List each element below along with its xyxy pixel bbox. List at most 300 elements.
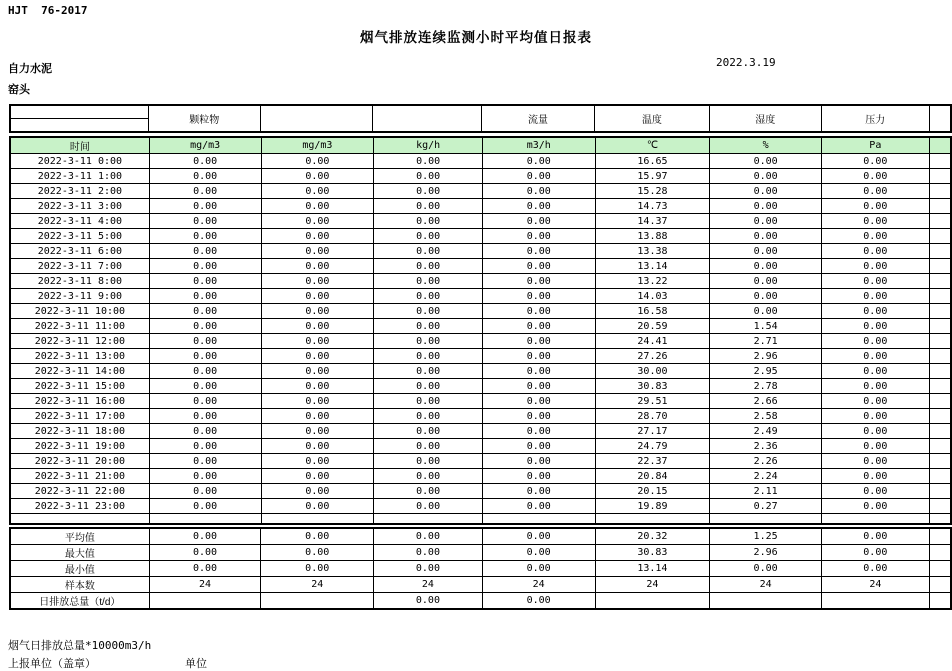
clipped-cell [929,154,951,169]
value-cell: 24.79 [595,439,710,454]
table-row [10,394,951,409]
value-cell: 2.96 [710,349,822,364]
table-row [10,439,951,454]
group-header-cell [373,105,482,132]
clipped-cell [929,169,951,184]
header-blank-cell [10,119,148,133]
empty-cell [710,514,822,525]
value-cell: 2.78 [710,379,822,394]
time-cell: 2022-3-11 2:00 [10,184,149,199]
clipped-cell [929,274,951,289]
clipped-cell [929,394,951,409]
value-cell: 0.00 [482,454,595,469]
time-cell: 2022-3-11 5:00 [10,229,149,244]
clipped-cell [929,454,951,469]
empty-row [10,514,951,525]
summary-value-cell: 24 [821,577,929,593]
value-cell: 0.00 [482,349,595,364]
table-row [10,469,951,484]
value-cell: 0.00 [261,379,374,394]
value-cell: 0.00 [821,154,929,169]
value-cell: 0.00 [821,394,929,409]
empty-cell [261,514,374,525]
value-cell: 0.00 [821,484,929,499]
group-header-cell [260,105,373,132]
summary-row [10,545,951,561]
summary-value-cell: 0.00 [261,545,374,561]
value-cell: 0.00 [261,154,374,169]
summary-value-cell: 0.00 [821,528,929,545]
value-cell: 0.00 [149,274,261,289]
value-cell: 0.00 [710,259,822,274]
table-row [10,454,951,469]
table-row [10,499,951,514]
table-row [10,289,951,304]
value-cell: 24.41 [595,334,710,349]
value-cell: 0.00 [149,229,261,244]
empty-cell [10,514,149,525]
summary-value-cell: 0.00 [821,561,929,577]
clipped-cell [929,319,951,334]
unit-cell: mg/m3 [261,137,374,154]
value-cell: 0.00 [149,379,261,394]
report-title: 烟气排放连续监测小时平均值日报表 [360,30,592,46]
value-cell: 0.00 [482,154,595,169]
value-cell: 0.00 [482,319,595,334]
clipped-header-cell [929,105,951,132]
time-cell: 2022-3-11 13:00 [10,349,149,364]
value-cell: 15.28 [595,184,710,199]
value-cell: 0.00 [261,244,374,259]
time-cell: 2022-3-11 19:00 [10,439,149,454]
value-cell: 27.17 [595,424,710,439]
value-cell: 0.00 [149,409,261,424]
value-cell: 2.58 [710,409,822,424]
value-cell: 0.00 [149,334,261,349]
clipped-cell [929,439,951,454]
summary-row [10,577,951,593]
summary-row [10,561,951,577]
value-cell: 0.00 [261,334,374,349]
value-cell: 0.00 [374,364,483,379]
table-row [10,199,951,214]
value-cell: 0.00 [374,259,483,274]
main-table [9,136,952,525]
table-row [10,364,951,379]
group-header-cell: 压力 [821,105,929,132]
value-cell: 0.00 [374,469,483,484]
time-cell: 2022-3-11 1:00 [10,169,149,184]
value-cell: 0.00 [821,274,929,289]
value-cell: 0.00 [821,364,929,379]
clipped-cell [929,379,951,394]
time-cell: 2022-3-11 20:00 [10,454,149,469]
value-cell: 0.00 [261,349,374,364]
value-cell: 0.00 [374,484,483,499]
value-cell: 0.00 [821,244,929,259]
summary-label-cell: 样本数 [10,577,149,593]
summary-value-cell: 0.00 [149,528,261,545]
value-cell: 1.54 [710,319,822,334]
summary-value-cell [710,593,822,610]
table-row [10,304,951,319]
summary-value-cell [595,593,710,610]
value-cell: 0.00 [149,184,261,199]
value-cell: 0.00 [482,199,595,214]
value-cell: 0.00 [261,424,374,439]
value-cell: 0.00 [374,499,483,514]
value-cell: 0.00 [710,199,822,214]
clipped-cell [929,545,951,561]
clipped-cell [929,244,951,259]
value-cell: 13.14 [595,259,710,274]
value-cell: 0.00 [821,304,929,319]
unit-label: 单位 [185,658,207,670]
value-cell: 0.00 [374,319,483,334]
value-cell: 0.00 [149,499,261,514]
value-cell: 0.00 [710,274,822,289]
unit-cell: m3/h [482,137,595,154]
value-cell: 0.00 [374,424,483,439]
value-cell: 0.00 [374,154,483,169]
value-cell: 0.00 [374,349,483,364]
value-cell: 14.03 [595,289,710,304]
company-name: 自力水泥 [8,62,52,75]
value-cell: 0.00 [482,484,595,499]
value-cell: 0.00 [149,169,261,184]
value-cell: 0.00 [374,304,483,319]
value-cell: 0.00 [821,454,929,469]
value-cell: 29.51 [595,394,710,409]
time-cell: 2022-3-11 11:00 [10,319,149,334]
summary-value-cell: 24 [595,577,710,593]
value-cell: 0.00 [374,289,483,304]
value-cell: 0.00 [482,259,595,274]
clipped-cell [929,334,951,349]
value-cell: 0.00 [374,454,483,469]
summary-value-cell: 20.32 [595,528,710,545]
value-cell: 13.88 [595,229,710,244]
value-cell: 0.00 [710,184,822,199]
clipped-cell [929,593,951,610]
value-cell: 0.00 [261,439,374,454]
value-cell: 0.00 [821,169,929,184]
value-cell: 0.00 [261,499,374,514]
summary-value-cell: 24 [482,577,595,593]
value-cell: 0.00 [482,214,595,229]
table-row [10,184,951,199]
value-cell: 0.00 [261,409,374,424]
table-row [10,424,951,439]
empty-cell [149,514,261,525]
value-cell: 0.00 [374,379,483,394]
value-cell: 16.65 [595,154,710,169]
value-cell: 0.00 [821,319,929,334]
value-cell: 0.00 [261,229,374,244]
station-name: 窑头 [8,83,30,96]
value-cell: 0.00 [374,214,483,229]
time-cell: 2022-3-11 4:00 [10,214,149,229]
value-cell: 0.00 [482,274,595,289]
value-cell: 0.00 [482,409,595,424]
value-cell: 0.00 [821,379,929,394]
value-cell: 0.00 [149,199,261,214]
value-cell: 0.00 [261,394,374,409]
table-row [10,169,951,184]
value-cell: 0.00 [374,169,483,184]
value-cell: 2.49 [710,424,822,439]
table-row [10,349,951,364]
value-cell: 0.00 [821,409,929,424]
header-blank-cell [10,105,148,119]
value-cell: 0.00 [482,379,595,394]
value-cell: 0.00 [710,214,822,229]
value-cell: 0.00 [261,214,374,229]
value-cell: 0.00 [374,334,483,349]
value-cell: 0.00 [821,199,929,214]
value-cell: 20.59 [595,319,710,334]
table-row [10,484,951,499]
summary-value-cell: 0.00 [374,561,483,577]
value-cell: 0.00 [710,154,822,169]
clipped-cell [929,184,951,199]
unit-cell: kg/h [374,137,483,154]
summary-value-cell [261,593,374,610]
time-cell: 2022-3-11 18:00 [10,424,149,439]
value-cell: 0.00 [374,229,483,244]
value-cell: 0.00 [374,394,483,409]
value-cell: 0.00 [482,289,595,304]
value-cell: 0.00 [821,334,929,349]
value-cell: 0.00 [374,274,483,289]
clipped-cell [929,499,951,514]
header-table [9,104,952,133]
value-cell: 0.00 [149,349,261,364]
empty-cell [595,514,710,525]
summary-value-cell: 0.00 [149,561,261,577]
summary-value-cell: 0.00 [710,561,822,577]
summary-value-cell: 0.00 [821,545,929,561]
value-cell: 0.00 [149,304,261,319]
value-cell: 14.73 [595,199,710,214]
value-cell: 0.00 [821,424,929,439]
value-cell: 0.00 [821,499,929,514]
value-cell: 0.00 [149,289,261,304]
value-cell: 0.00 [149,244,261,259]
clipped-cell [929,424,951,439]
value-cell: 0.00 [149,259,261,274]
unit-cell: ℃ [595,137,710,154]
value-cell: 0.00 [710,244,822,259]
summary-value-cell: 2.96 [710,545,822,561]
value-cell: 0.27 [710,499,822,514]
value-cell: 0.00 [261,304,374,319]
value-cell: 0.00 [261,319,374,334]
value-cell: 0.00 [821,229,929,244]
value-cell: 28.70 [595,409,710,424]
time-cell: 2022-3-11 8:00 [10,274,149,289]
summary-row [10,528,951,545]
group-header-cell: 颗粒物 [148,105,260,132]
value-cell: 15.97 [595,169,710,184]
empty-cell [821,514,929,525]
summary-value-cell: 0.00 [482,561,595,577]
summary-value-cell: 0.00 [374,528,483,545]
empty-cell [374,514,483,525]
summary-value-cell: 24 [149,577,261,593]
summary-value-cell: 0.00 [261,561,374,577]
clipped-cell [929,214,951,229]
value-cell: 0.00 [261,364,374,379]
footer-note: 烟气日排放总量*10000m3/h [8,639,152,652]
empty-cell [929,514,951,525]
value-cell: 27.26 [595,349,710,364]
value-cell: 0.00 [261,274,374,289]
value-cell: 13.38 [595,244,710,259]
value-cell: 0.00 [821,184,929,199]
time-cell: 2022-3-11 15:00 [10,379,149,394]
report-date: 2022.3.19 [716,56,776,69]
value-cell: 22.37 [595,454,710,469]
report-table-area [9,104,952,610]
value-cell: 0.00 [374,244,483,259]
summary-value-cell: 0.00 [482,545,595,561]
value-cell: 0.00 [261,289,374,304]
summary-value-cell [149,593,261,610]
value-cell: 0.00 [482,364,595,379]
value-cell: 0.00 [482,439,595,454]
table-row [10,259,951,274]
unit-cell: % [710,137,822,154]
value-cell: 0.00 [261,484,374,499]
value-cell: 0.00 [374,439,483,454]
summary-value-cell: 24 [261,577,374,593]
group-header-cell: 流量 [482,105,595,132]
summary-value-cell: 24 [710,577,822,593]
value-cell: 0.00 [261,469,374,484]
clipped-cell [929,199,951,214]
time-cell: 2022-3-11 6:00 [10,244,149,259]
value-cell: 0.00 [149,364,261,379]
value-cell: 0.00 [710,289,822,304]
value-cell: 0.00 [149,439,261,454]
clipped-cell [929,469,951,484]
group-header-cell: 温度 [594,105,709,132]
summary-value-cell: 0.00 [482,528,595,545]
value-cell: 0.00 [149,424,261,439]
empty-cell [482,514,595,525]
value-cell: 0.00 [261,199,374,214]
value-cell: 0.00 [482,334,595,349]
value-cell: 30.83 [595,379,710,394]
value-cell: 0.00 [149,154,261,169]
summary-label-cell: 平均值 [10,528,149,545]
clipped-cell [929,304,951,319]
value-cell: 20.84 [595,469,710,484]
value-cell: 0.00 [261,184,374,199]
value-cell: 2.24 [710,469,822,484]
report-unit-label: 上报单位（盖章） [8,658,96,670]
summary-value-cell: 30.83 [595,545,710,561]
value-cell: 0.00 [149,319,261,334]
value-cell: 0.00 [482,229,595,244]
time-cell: 2022-3-11 22:00 [10,484,149,499]
standard-code: HJT 76-2017 [8,4,88,17]
time-cell: 2022-3-11 0:00 [10,154,149,169]
value-cell: 0.00 [482,304,595,319]
time-header-cell: 时间 [10,137,149,154]
value-cell: 0.00 [821,214,929,229]
value-cell: 0.00 [710,229,822,244]
clipped-cell [929,349,951,364]
time-cell: 2022-3-11 9:00 [10,289,149,304]
clipped-cell [929,364,951,379]
table-row [10,334,951,349]
value-cell: 13.22 [595,274,710,289]
summary-label-cell: 最小值 [10,561,149,577]
unit-cell: mg/m3 [149,137,261,154]
value-cell: 0.00 [149,454,261,469]
value-cell: 0.00 [821,349,929,364]
summary-value-cell: 0.00 [374,593,483,610]
summary-value-cell: 24 [374,577,483,593]
value-cell: 20.15 [595,484,710,499]
value-cell: 0.00 [482,499,595,514]
table-row [10,154,951,169]
value-cell: 0.00 [149,469,261,484]
value-cell: 0.00 [710,304,822,319]
time-cell: 2022-3-11 17:00 [10,409,149,424]
value-cell: 0.00 [261,454,374,469]
value-cell: 2.26 [710,454,822,469]
clipped-unit-cell [929,137,951,154]
value-cell: 0.00 [149,484,261,499]
value-cell: 0.00 [261,259,374,274]
summary-value-cell: 0.00 [261,528,374,545]
summary-value-cell: 1.25 [710,528,822,545]
value-cell: 2.95 [710,364,822,379]
group-header-cell: 湿度 [709,105,821,132]
summary-table [9,527,952,610]
value-cell: 0.00 [821,289,929,304]
value-cell: 30.00 [595,364,710,379]
clipped-cell [929,484,951,499]
value-cell: 0.00 [482,184,595,199]
time-cell: 2022-3-11 7:00 [10,259,149,274]
table-row [10,229,951,244]
unit-cell: Pa [821,137,929,154]
value-cell: 0.00 [821,439,929,454]
time-cell: 2022-3-11 10:00 [10,304,149,319]
value-cell: 19.89 [595,499,710,514]
summary-value-cell: 13.14 [595,561,710,577]
value-cell: 0.00 [821,469,929,484]
value-cell: 0.00 [374,409,483,424]
clipped-cell [929,259,951,274]
value-cell: 0.00 [821,259,929,274]
value-cell: 2.11 [710,484,822,499]
time-cell: 2022-3-11 21:00 [10,469,149,484]
summary-value-cell: 0.00 [149,545,261,561]
summary-value-cell: 0.00 [482,593,595,610]
summary-value-cell: 0.00 [374,545,483,561]
clipped-cell [929,229,951,244]
value-cell: 16.58 [595,304,710,319]
value-cell: 0.00 [710,169,822,184]
value-cell: 0.00 [482,469,595,484]
value-cell: 0.00 [374,184,483,199]
summary-label-cell: 日排放总量（t/d） [10,593,149,610]
